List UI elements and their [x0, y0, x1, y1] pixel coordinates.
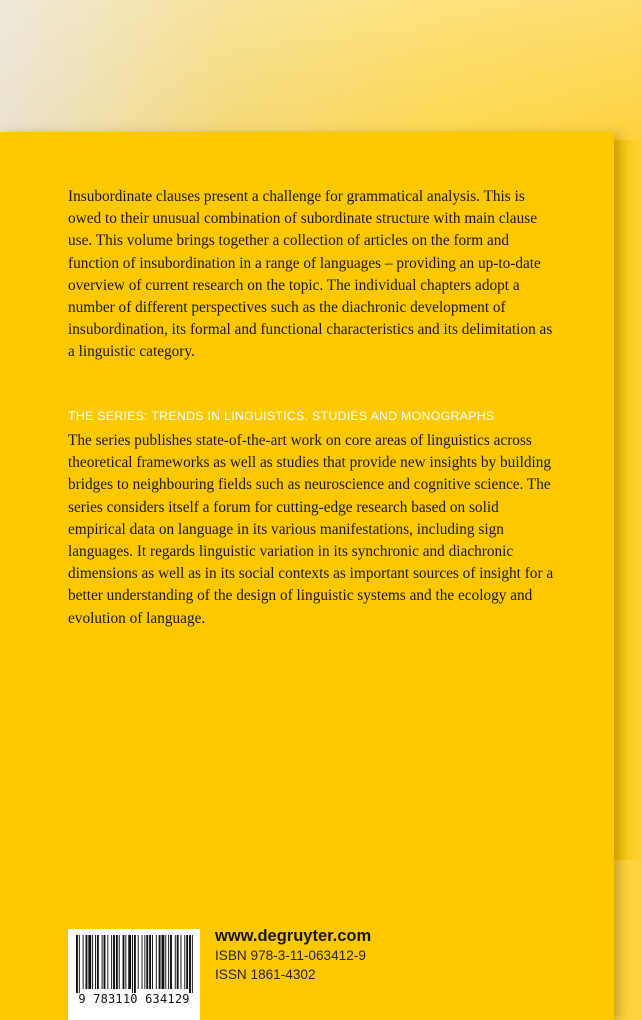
- barcode-bar: [181, 935, 182, 989]
- series-description: The series publishes state-of-the-art work on core areas of linguistics across theoretical frameworks as well as studies that provide new insights by building bridges to neighbouring fields such as neuroscience and cognitive science. The series considers itself a forum for cutting-edge research based on solid empirical data on language in its various manifestations, including sign languages. It regards linguistic variation in its synchronic and diachronic dimensions as well as in its social contexts as important sources of insight for a better understanding of the design of linguistic systems and the ecology and evolution of language.: [68, 432, 554, 627]
- barcode-bar: [152, 935, 153, 989]
- barcode-bar: [146, 935, 148, 989]
- barcode-bar: [97, 935, 99, 989]
- barcode-bar: [88, 935, 91, 989]
- barcode-bar: [162, 935, 165, 989]
- barcode-bar: [165, 935, 166, 989]
- barcode-bar: [116, 935, 118, 989]
- barcode-bar: [125, 935, 126, 989]
- barcode-bar: [83, 935, 84, 989]
- barcode-bar: [177, 935, 179, 989]
- barcode-bar: [184, 935, 185, 989]
- barcode-bar: [102, 935, 103, 989]
- barcode-bar: [134, 935, 136, 993]
- barcode-bar: [156, 935, 157, 989]
- barcode-bar: [76, 935, 78, 993]
- barcode-bar: [144, 935, 145, 989]
- barcode-bar: [111, 935, 112, 989]
- cover-side-edge: [614, 140, 642, 860]
- barcode-bar: [186, 935, 188, 989]
- barcode-bar: [86, 935, 88, 989]
- barcode-bar: [113, 935, 115, 989]
- barcode-bar: [95, 935, 96, 989]
- barcode-bar: [79, 935, 80, 993]
- issn-number: ISSN 1861-4302: [215, 967, 316, 982]
- barcode-bar: [104, 935, 106, 989]
- barcode-bar: [159, 935, 161, 989]
- series-heading: THE SERIES: TRENDS IN LINGUISTICS. STUDIES AND MONOGRAPHS: [68, 409, 495, 423]
- background-glow: [0, 0, 642, 140]
- publisher-url[interactable]: www.degruyter.com: [215, 927, 372, 945]
- barcode-digits: 9 783110 634129: [78, 992, 190, 1006]
- barcode-bar: [119, 935, 120, 989]
- barcode: [68, 929, 200, 1020]
- book-blurb: Insubordinate clauses present a challenge for grammatical analysis. This is owed to their unusual combination of subordinate structure with main clause use. This volume brings together a collection of articles on the form and function of insubordination in a range of languages – providing an up-to-date overview of current research on the topic. The individual chapters adopt a number of different perspectives such as the diachronic development of insubordination, its formal and functional characteristics and its delimitation as a linguistic category.: [68, 188, 553, 361]
- barcode-bar: [142, 935, 143, 989]
- barcode-bar: [149, 935, 151, 989]
- barcode-bar: [128, 935, 131, 989]
- barcode-bar: [170, 935, 172, 989]
- barcode-bar: [138, 935, 139, 989]
- barcode-bar: [92, 935, 93, 989]
- barcode-bar: [123, 935, 125, 989]
- barcode-bar: [175, 935, 176, 989]
- barcode-bar: [168, 935, 169, 989]
- barcode-bar: [189, 935, 191, 993]
- barcode-bar: [192, 935, 193, 993]
- isbn-number: ISBN 978-3-11-063412-9: [215, 948, 366, 963]
- barcode-bar: [132, 935, 133, 993]
- barcode-bars: [74, 935, 194, 993]
- barcode-bar: [107, 935, 108, 989]
